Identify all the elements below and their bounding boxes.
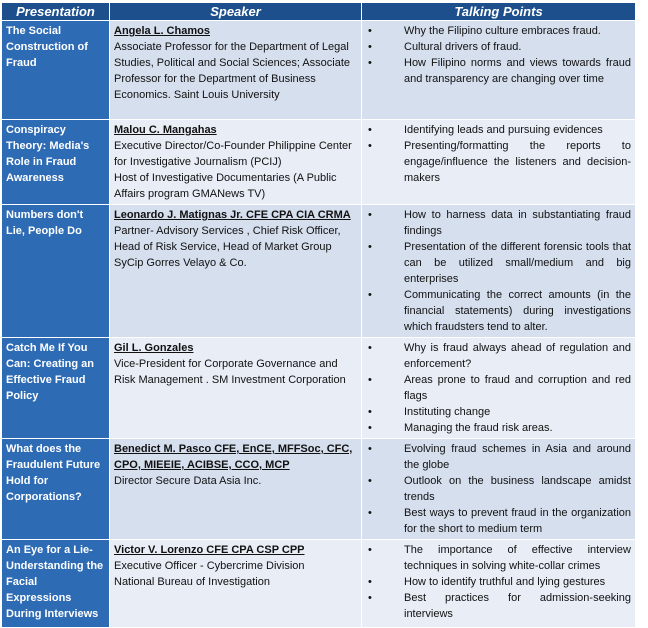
presentation-title: An Eye for a Lie- Understanding the Facial Expressions During Interviews xyxy=(2,540,110,628)
bullet-icon: • xyxy=(368,592,372,604)
talking-point: • Why the Filipino culture embraces fraud. xyxy=(368,25,601,37)
presentation-title: Conspiracy Theory: Media's Role in Fraud Awareness xyxy=(2,120,110,205)
speaker-cell xyxy=(110,439,362,540)
speaker-name: Gil L. Gonzales xyxy=(114,342,194,354)
speaker-name: Leonardo J. Matignas Jr. CFE CPA CIA CRMA xyxy=(114,209,351,221)
header-presentation: Presentation xyxy=(2,3,110,21)
speaker-cell xyxy=(110,540,362,628)
talking-point: • Instituting change xyxy=(368,406,491,418)
talking-point: • Evolving fraud schemes in Asia and around the globe xyxy=(368,443,631,471)
table-row xyxy=(2,439,636,540)
speaker-name: Victor V. Lorenzo CFE CPA CSP CPP xyxy=(114,544,305,556)
speaker-info: Vice-President for Corporate Governance and Risk Management . SM Investment Corporation xyxy=(114,358,346,386)
talking-points-cell xyxy=(362,540,636,628)
talking-point: • Identifying leads and pursuing evidences xyxy=(368,124,603,136)
speaker-info: Director Secure Data Asia Inc. xyxy=(114,475,262,487)
bullet-icon: • xyxy=(368,124,372,136)
bullet-icon: • xyxy=(368,475,372,487)
speaker-cell xyxy=(110,205,362,338)
bullet-icon: • xyxy=(368,406,372,418)
talking-point: • How to identify truthful and lying gestures xyxy=(368,576,606,588)
presentation-title: The Social Construction of Fraud xyxy=(2,21,110,120)
talking-points-cell xyxy=(362,439,636,540)
talking-point: • Outlook on the business landscape amidst trends xyxy=(368,475,631,503)
talking-points-cell xyxy=(362,21,636,120)
talking-point: • Presenting/formatting the reports to engage/influence the listeners and decision-makers xyxy=(368,140,631,184)
bullet-icon: • xyxy=(368,57,372,69)
speaker-info: Executive Officer - Cybercrime Division National Bureau of Investigation xyxy=(114,560,305,588)
bullet-icon: • xyxy=(368,241,372,253)
talking-points-list xyxy=(366,441,631,537)
talking-point: • Why is fraud always ahead of regulation and enforcement? xyxy=(368,342,631,370)
talking-point: • Managing the fraud risk areas. xyxy=(368,422,553,434)
header-talking-points: Talking Points xyxy=(362,3,636,21)
speaker-cell xyxy=(110,21,362,120)
bullet-icon: • xyxy=(368,25,372,37)
bullet-icon: • xyxy=(368,422,372,434)
bullet-icon: • xyxy=(368,443,372,455)
talking-point: • Cultural drivers of fraud. xyxy=(368,41,522,53)
talking-points-list xyxy=(366,340,631,436)
speaker-info: Executive Director/Co-Founder Philippine Center for Investigative Journalism (PCIJ) Host of Investigative Documentaries (A Public Affairs program GMANews TV) xyxy=(114,140,352,200)
talking-points-list xyxy=(366,23,631,87)
bullet-icon: • xyxy=(368,342,372,354)
table-row xyxy=(2,205,636,338)
presentation-title: What does the Fraudulent Future Hold for Corporations? xyxy=(2,439,110,540)
talking-points-cell xyxy=(362,120,636,205)
header-row xyxy=(2,3,636,21)
speaker-name: Angela L. Chamos xyxy=(114,25,210,37)
talking-point: • Areas prone to fraud and corruption and red flags xyxy=(368,374,631,402)
bullet-icon: • xyxy=(368,41,372,53)
table-row xyxy=(2,120,636,205)
talking-point: • Best practices for admission-seeking interviews xyxy=(368,592,631,620)
talking-point: • How Filipino norms and views towards fraud and transparency are changing over time xyxy=(368,57,631,85)
table-row xyxy=(2,21,636,120)
speaker-cell xyxy=(110,120,362,205)
talking-points-cell xyxy=(362,205,636,338)
speaker-name: Malou C. Mangahas xyxy=(114,124,217,136)
header-speaker: Speaker xyxy=(110,3,362,21)
table-row xyxy=(2,540,636,628)
speaker-name: Benedict M. Pasco CFE, EnCE, MFFSoc, CFC, CPO, MIEEIE, ACIBSE, CCO, MCP xyxy=(114,443,353,471)
talking-points-list xyxy=(366,207,631,335)
speaker-info: Associate Professor for the Department of Legal Studies, Political and Social Sciences; Associate Professor for the Department of Business Economics. Saint Louis University xyxy=(114,41,351,101)
presentation-title: Catch Me If You Can: Creating an Effective Fraud Policy xyxy=(2,338,110,439)
bullet-icon: • xyxy=(368,507,372,519)
bullet-icon: • xyxy=(368,209,372,221)
talking-point: • Communicating the correct amounts (in the financial statements) during investigations which fraudsters tend to alter. xyxy=(368,289,631,333)
talking-point: • Best ways to prevent fraud in the organization for the short to medium term xyxy=(368,507,631,535)
talking-point: • How to harness data in substantiating fraud findings xyxy=(368,209,631,237)
talking-points-cell xyxy=(362,338,636,439)
talking-points-list xyxy=(366,542,631,622)
presentation-title: Numbers don't Lie, People Do xyxy=(2,205,110,338)
bullet-icon: • xyxy=(368,289,372,301)
bullet-icon: • xyxy=(368,374,372,386)
talking-point: • The importance of effective interview techniques in solving white-collar crimes xyxy=(368,544,631,572)
speaker-info: Partner- Advisory Services , Chief Risk Officer, Head of Risk Service, Head of Market Group SyCip Gorres Velayo & Co. xyxy=(114,225,341,269)
bullet-icon: • xyxy=(368,576,372,588)
talking-point: • Presentation of the different forensic tools that can be utilized small/medium and big enterprises xyxy=(368,241,631,285)
bullet-icon: • xyxy=(368,544,372,556)
bullet-icon: • xyxy=(368,140,372,152)
agenda-table xyxy=(1,2,636,628)
talking-points-list xyxy=(366,122,631,186)
table-row xyxy=(2,338,636,439)
speaker-cell xyxy=(110,338,362,439)
